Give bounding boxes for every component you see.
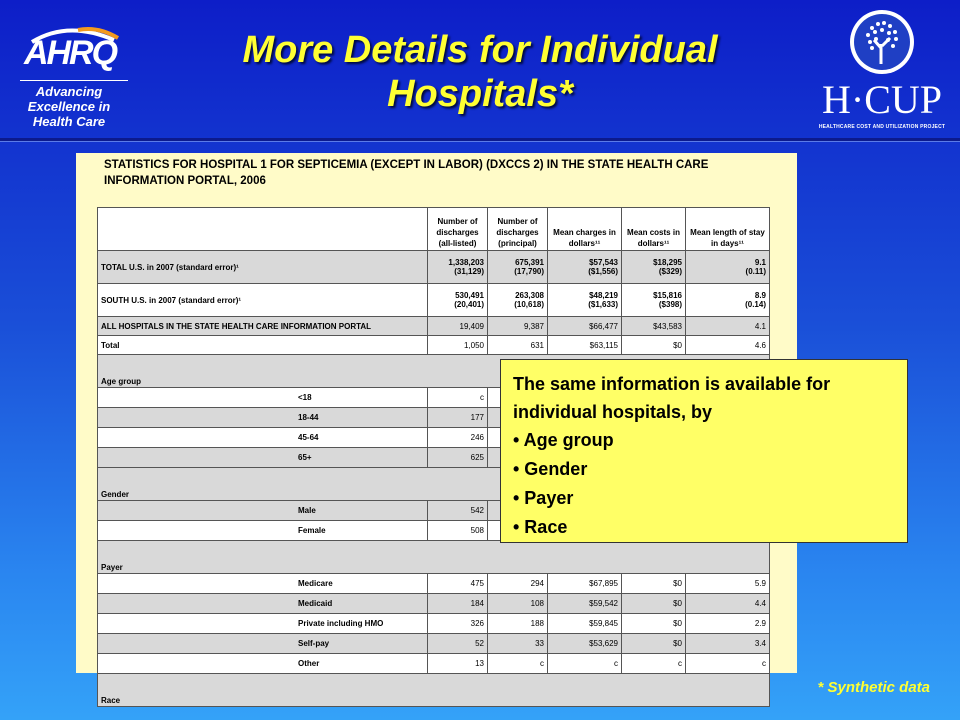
row-label: Private including HMO [98,614,428,634]
table-cell: c [686,654,770,674]
table-cell: $18,295 ($329) [622,251,686,284]
table-cell: 263,308 (10,618) [488,284,548,317]
footnote: * Synthetic data [817,679,930,696]
row-label: Other [98,654,428,674]
table-cell: 108 [488,594,548,614]
table-cell: 4.6 [686,336,770,355]
callout-box [500,359,908,543]
row-label: Payer [98,541,770,574]
hcup-wordmark: H·CUP [821,77,943,122]
table-cell: 508 [428,521,488,541]
table-cell: 9,387 [488,317,548,336]
table-cell: 625 [428,448,488,468]
table-cell: 5.9 [686,574,770,594]
callout-intro: The same information is available for individual hospitals, by [513,374,831,422]
table-cell: 8.9 (0.14) [686,284,770,317]
ahrq-logo [8,8,130,129]
table-cell: c [622,654,686,674]
row-label: ALL HOSPITALS IN THE STATE HEALTH CARE INFORMATION PORTAL [98,317,428,336]
row-label: Race [98,674,770,707]
table-cell: 675,391 (17,790) [488,251,548,284]
header-divider-highlight [0,141,960,142]
callout-bullet-list [513,426,895,542]
table-cell: $15,816 ($398) [622,284,686,317]
row-label: Medicaid [98,594,428,614]
table-cell: 542 [428,501,488,521]
row-label: 65+ [98,448,428,468]
table-row [98,574,770,594]
table-cell: 475 [428,574,488,594]
table-cell: $59,845 [548,614,622,634]
table-cell: 9.1 (0.11) [686,251,770,284]
callout-bullet: • Race [513,517,568,537]
table-row [98,654,770,674]
table-cell: $0 [622,336,686,355]
row-label: Medicare [98,574,428,594]
table-cell: $59,542 [548,594,622,614]
table-cell: 631 [488,336,548,355]
table-cell: $0 [622,594,686,614]
table-cell: 1,050 [428,336,488,355]
table-row [98,284,770,317]
row-label: Female [98,521,428,541]
table-row [98,634,770,654]
table-row [98,251,770,284]
hcup-logo [812,8,952,132]
table-cell: 188 [488,614,548,634]
table-cell: 530,491 (20,401) [428,284,488,317]
table-row [98,317,770,336]
table-cell: c [548,654,622,674]
ahrq-wordmark: AHRQ [23,34,117,72]
table-section-row [98,541,770,574]
table-section-row [98,674,770,707]
column-header: Number of discharges (principal) [488,208,548,251]
row-label: 18-44 [98,408,428,428]
page-title: More Details for Individual Hospitals* [242,29,718,115]
table-cell: $63,115 [548,336,622,355]
ahrq-divider [20,80,128,81]
ahrq-tagline: Advancing Excellence in Health Care [27,84,111,129]
document-heading: STATISTICS FOR HOSPITAL 1 FOR SEPTICEMIA (EXCEPT IN LABOR) (DXCCS 2) IN THE STATE HEALTH CARE INFORMATION PORTAL, 2006 [104,159,709,187]
callout-bullet: • Payer [513,488,574,508]
table-cell: $0 [622,574,686,594]
table-cell: $48,219 ($1,633) [548,284,622,317]
table-cell: 326 [428,614,488,634]
table-cell: 246 [428,428,488,448]
table-cell: 13 [428,654,488,674]
table-cell: 4.1 [686,317,770,336]
row-label: SOUTH U.S. in 2007 (standard error)¹ [98,284,428,317]
table-cell: $53,629 [548,634,622,654]
table-header-blank [98,208,428,251]
table-cell: 294 [488,574,548,594]
column-header: Mean length of stay in days¹¹ [686,208,770,251]
table-row [98,594,770,614]
table-row [98,336,770,355]
table-cell: 3.4 [686,634,770,654]
row-label: 45-64 [98,428,428,448]
table-row [98,614,770,634]
table-cell: $67,895 [548,574,622,594]
table-cell: $57,543 ($1,556) [548,251,622,284]
table-cell: c [488,654,548,674]
table-cell: 177 [428,408,488,428]
column-header: Number of discharges (all-listed) [428,208,488,251]
table-cell: 52 [428,634,488,654]
callout-bullet: • Gender [513,459,588,479]
table-cell: 184 [428,594,488,614]
row-label: TOTAL U.S. in 2007 (standard error)¹ [98,251,428,284]
column-header: Mean charges in dollars¹¹ [548,208,622,251]
column-header: Mean costs in dollars¹¹ [622,208,686,251]
table-cell: $66,477 [548,317,622,336]
table-cell: 1,338,203 (31,129) [428,251,488,284]
table-cell: $0 [622,634,686,654]
row-label: Age group [98,355,770,388]
table-header-row [98,208,770,251]
row-label: Gender [98,468,770,501]
row-label: Male [98,501,428,521]
table-cell: 19,409 [428,317,488,336]
table-cell: 33 [488,634,548,654]
table-cell: $0 [622,614,686,634]
row-label: Total [98,336,428,355]
table-cell: 2.9 [686,614,770,634]
table-cell: $43,583 [622,317,686,336]
table-cell: c [428,388,488,408]
hcup-tree-seal-icon [848,8,916,76]
row-label: Self-pay [98,634,428,654]
table-cell: 4.4 [686,594,770,614]
row-label: <18 [98,388,428,408]
hcup-tagline: HEALTHCARE COST AND UTILIZATION PROJECT [818,124,946,130]
callout-bullet: • Age group [513,430,614,450]
